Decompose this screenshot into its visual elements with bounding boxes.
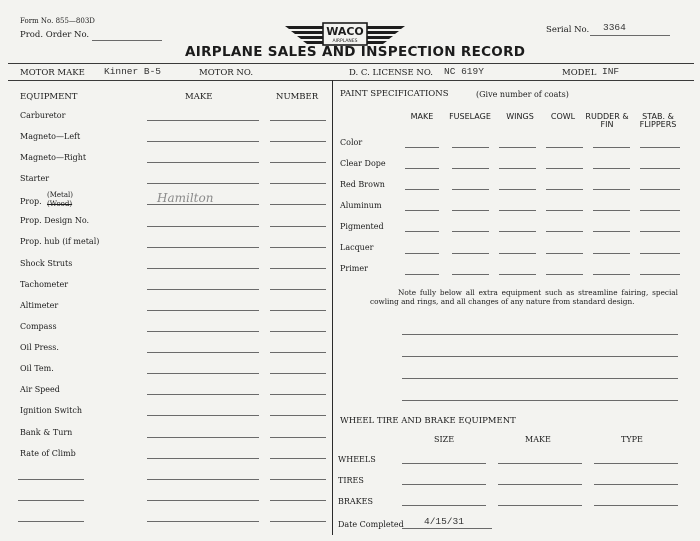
equipment-make-field[interactable] bbox=[147, 437, 259, 438]
equip-label-oil-tem: Oil Tem. bbox=[20, 364, 54, 373]
equip-label-starter: Starter bbox=[20, 174, 50, 183]
paint-cell-field[interactable] bbox=[499, 253, 536, 254]
equipment-make-field[interactable] bbox=[147, 247, 259, 248]
wheel-size-field[interactable] bbox=[402, 463, 486, 464]
wheel-type-field[interactable] bbox=[594, 505, 678, 506]
paint-cell-field[interactable] bbox=[593, 210, 630, 211]
equipment-number-field[interactable] bbox=[270, 289, 326, 290]
logo-subtext: AIRPLANES bbox=[332, 39, 358, 44]
paint-cell-field[interactable] bbox=[640, 147, 680, 148]
paint-cell-field[interactable] bbox=[593, 147, 630, 148]
paint-cell-field[interactable] bbox=[405, 168, 439, 169]
paint-cell-field[interactable] bbox=[452, 189, 489, 190]
equip-label-shock-struts: Shock Struts bbox=[20, 259, 73, 268]
note-line-field[interactable] bbox=[402, 378, 678, 379]
equipment-number-field[interactable] bbox=[270, 331, 326, 332]
wheel-make-field[interactable] bbox=[498, 463, 582, 464]
motor-make-value: Kinner B-5 bbox=[104, 66, 162, 77]
equipment-make-field[interactable] bbox=[147, 500, 259, 501]
serial-field[interactable] bbox=[590, 35, 670, 36]
license-label: D. C. LICENSE NO. bbox=[349, 68, 434, 78]
paint-col-cowl: COWL bbox=[550, 112, 576, 121]
equipment-number-field[interactable] bbox=[270, 521, 326, 522]
equipment-number-field[interactable] bbox=[270, 479, 326, 480]
paint-cell-field[interactable] bbox=[499, 147, 536, 148]
wheel-col-make: MAKE bbox=[525, 435, 551, 444]
paint-col-make: MAKE bbox=[410, 112, 434, 121]
equipment-make-field[interactable] bbox=[147, 226, 259, 227]
equipment-number-field[interactable] bbox=[270, 247, 326, 248]
equipment-make-field[interactable] bbox=[147, 204, 259, 205]
equipment-extra-field[interactable] bbox=[18, 500, 84, 501]
motor-make-label: MOTOR MAKE bbox=[20, 68, 85, 78]
equipment-make-field[interactable] bbox=[147, 183, 259, 184]
paint-row-lacquer: Lacquer bbox=[340, 243, 374, 252]
paint-row-pigmented: Pigmented bbox=[340, 222, 384, 231]
wheel-row-wheels: WHEELS bbox=[338, 455, 376, 464]
paint-cell-field[interactable] bbox=[593, 274, 630, 275]
prop-wood-label: (Wood) bbox=[47, 200, 73, 208]
equipment-make-field[interactable] bbox=[147, 373, 259, 374]
equipment-make-header: MAKE bbox=[185, 92, 213, 102]
extra-equipment-note: Note fully below all extra equipment such as streamline fairing, special cowling and rings, and all changes of any nature from standard design. bbox=[370, 288, 678, 306]
equipment-make-field[interactable] bbox=[147, 458, 259, 459]
equipment-number-field[interactable] bbox=[270, 268, 326, 269]
wheel-make-field[interactable] bbox=[498, 505, 582, 506]
wheel-row-brakes: BRAKES bbox=[338, 497, 373, 506]
paint-cell-field[interactable] bbox=[452, 147, 489, 148]
equipment-make-field[interactable] bbox=[147, 310, 259, 311]
wheel-make-field[interactable] bbox=[498, 484, 582, 485]
paint-cell-field[interactable] bbox=[452, 231, 489, 232]
equipment-number-field[interactable] bbox=[270, 415, 326, 416]
paint-cell-field[interactable] bbox=[405, 210, 439, 211]
equipment-number-field[interactable] bbox=[270, 310, 326, 311]
paint-cell-field[interactable] bbox=[405, 189, 439, 190]
paint-cell-field[interactable] bbox=[499, 168, 536, 169]
equipment-make-field[interactable] bbox=[147, 352, 259, 353]
equipment-header: EQUIPMENT bbox=[20, 92, 78, 102]
paint-row-color: Color bbox=[340, 138, 363, 147]
paint-cell-field[interactable] bbox=[405, 253, 439, 254]
paint-subheading: (Give number of coats) bbox=[476, 90, 569, 99]
paint-cell-field[interactable] bbox=[546, 147, 583, 148]
license-value: NC 619Y bbox=[444, 66, 484, 77]
paint-cell-field[interactable] bbox=[499, 231, 536, 232]
equipment-number-field[interactable] bbox=[270, 373, 326, 374]
prod-order-label: Prod. Order No. bbox=[20, 30, 90, 40]
paint-cell-field[interactable] bbox=[452, 253, 489, 254]
wheel-col-type: TYPE bbox=[621, 435, 643, 444]
equip-label-rate-of-climb: Rate of Climb bbox=[20, 449, 76, 458]
serial-label: Serial No. bbox=[546, 25, 590, 35]
wheel-type-field[interactable] bbox=[594, 484, 678, 485]
equipment-number-field[interactable] bbox=[270, 183, 326, 184]
equipment-extra-field[interactable] bbox=[18, 479, 84, 480]
paint-cell-field[interactable] bbox=[405, 147, 439, 148]
paint-cell-field[interactable] bbox=[546, 168, 583, 169]
equipment-make-field[interactable] bbox=[147, 521, 259, 522]
equipment-number-field[interactable] bbox=[270, 141, 326, 142]
paint-row-red-brown: Red Brown bbox=[340, 180, 385, 189]
equipment-make-field[interactable] bbox=[147, 479, 259, 480]
paint-cell-field[interactable] bbox=[546, 189, 583, 190]
form-number: Form No. 855—803D bbox=[20, 17, 95, 25]
paint-cell-field[interactable] bbox=[593, 231, 630, 232]
paint-col-rudder-fin: RUDDER & FIN bbox=[585, 112, 629, 129]
equipment-extra-field[interactable] bbox=[18, 521, 84, 522]
wheel-size-field[interactable] bbox=[402, 505, 486, 506]
paint-cell-field[interactable] bbox=[546, 253, 583, 254]
paint-cell-field[interactable] bbox=[546, 274, 583, 275]
paint-cell-field[interactable] bbox=[499, 210, 536, 211]
paint-cell-field[interactable] bbox=[452, 274, 489, 275]
paint-cell-field[interactable] bbox=[452, 210, 489, 211]
equip-label-compass: Compass bbox=[20, 322, 57, 331]
wheel-type-field[interactable] bbox=[594, 463, 678, 464]
equipment-make-field[interactable] bbox=[147, 162, 259, 163]
prop-metal-label: (Metal) bbox=[47, 191, 73, 199]
model-value: INF bbox=[602, 66, 620, 77]
equipment-number-field[interactable] bbox=[270, 204, 326, 205]
equip-label-tachometer: Tachometer bbox=[20, 280, 69, 289]
paint-row-primer: Primer bbox=[340, 264, 368, 273]
serial-value: 3364 bbox=[603, 22, 626, 33]
logo-text: WACO bbox=[326, 25, 364, 38]
equipment-make-field[interactable] bbox=[147, 331, 259, 332]
equipment-make-field[interactable] bbox=[147, 141, 259, 142]
paint-col-wings: WINGS bbox=[506, 112, 534, 121]
paint-cell-field[interactable] bbox=[452, 168, 489, 169]
equipment-number-field[interactable] bbox=[270, 500, 326, 501]
equip-label-ignition-switch: Ignition Switch bbox=[20, 406, 83, 415]
wheel-size-field[interactable] bbox=[402, 484, 486, 485]
equipment-make-field[interactable] bbox=[147, 415, 259, 416]
paint-cell-field[interactable] bbox=[593, 189, 630, 190]
paint-cell-field[interactable] bbox=[593, 253, 630, 254]
motor-no-label: MOTOR NO. bbox=[199, 68, 254, 78]
equipment-number-field[interactable] bbox=[270, 120, 326, 121]
equipment-make-field[interactable] bbox=[147, 120, 259, 121]
wheel-col-size: SIZE bbox=[434, 435, 455, 444]
equip-label-magneto-left: Magneto—Left bbox=[20, 132, 81, 141]
paint-cell-field[interactable] bbox=[640, 231, 680, 232]
paint-cell-field[interactable] bbox=[640, 274, 680, 275]
equipment-number-field[interactable] bbox=[270, 162, 326, 163]
paint-cell-field[interactable] bbox=[405, 274, 439, 275]
date-completed-label: Date Completed bbox=[338, 520, 404, 529]
paint-cell-field[interactable] bbox=[405, 231, 439, 232]
paint-cell-field[interactable] bbox=[593, 168, 630, 169]
paint-cell-field[interactable] bbox=[546, 231, 583, 232]
prop-make-handwritten: Hamilton bbox=[157, 191, 214, 205]
paint-cell-field[interactable] bbox=[640, 210, 680, 211]
note-line-field[interactable] bbox=[402, 400, 678, 401]
equip-label-altimeter: Altimeter bbox=[20, 301, 59, 310]
center-divider bbox=[332, 80, 333, 535]
equipment-number-field[interactable] bbox=[270, 226, 326, 227]
equipment-number-field[interactable] bbox=[270, 437, 326, 438]
equip-label-prop: Prop. bbox=[20, 197, 42, 206]
equipment-number-field[interactable] bbox=[270, 458, 326, 459]
paint-col-fuselage: FUSELAGE bbox=[449, 112, 491, 121]
paint-cell-field[interactable] bbox=[640, 253, 680, 254]
equipment-number-header: NUMBER bbox=[276, 92, 319, 102]
equip-label-prop-hub: Prop. hub (if metal) bbox=[20, 237, 100, 246]
paint-cell-field[interactable] bbox=[546, 210, 583, 211]
form-title: AIRPLANE SALES AND INSPECTION RECORD bbox=[185, 44, 526, 60]
note-line-field[interactable] bbox=[402, 334, 678, 335]
paint-cell-field[interactable] bbox=[499, 189, 536, 190]
equipment-number-field[interactable] bbox=[270, 394, 326, 395]
note-line-field[interactable] bbox=[402, 356, 678, 357]
motor-row-rule bbox=[8, 80, 694, 81]
paint-col-stab-flippers: STAB. & FLIPPERS bbox=[639, 112, 677, 129]
equipment-make-field[interactable] bbox=[147, 394, 259, 395]
wheel-row-tires: TIRES bbox=[338, 476, 364, 485]
equip-label-magneto-right: Magneto—Right bbox=[20, 153, 87, 162]
equipment-make-field[interactable] bbox=[147, 289, 259, 290]
paint-cell-field[interactable] bbox=[640, 168, 680, 169]
date-completed-field[interactable] bbox=[402, 528, 492, 529]
wheel-heading: WHEEL TIRE AND BRAKE EQUIPMENT bbox=[340, 416, 516, 426]
equipment-number-field[interactable] bbox=[270, 352, 326, 353]
equip-label-prop-design: Prop. Design No. bbox=[20, 216, 90, 225]
date-completed-value: 4/15/31 bbox=[424, 516, 464, 527]
equip-label-oil-press: Oil Press. bbox=[20, 343, 59, 352]
model-label: MODEL bbox=[562, 68, 597, 78]
paint-row-aluminum: Aluminum bbox=[340, 201, 382, 210]
top-rule bbox=[8, 63, 694, 64]
equipment-make-field[interactable] bbox=[147, 268, 259, 269]
equip-label-carburetor: Carburetor bbox=[20, 111, 66, 120]
equip-label-bank-turn: Bank & Turn bbox=[20, 428, 73, 437]
paint-row-clear-dope: Clear Dope bbox=[340, 159, 386, 168]
paint-cell-field[interactable] bbox=[640, 189, 680, 190]
paint-cell-field[interactable] bbox=[499, 274, 536, 275]
prod-order-field[interactable] bbox=[92, 40, 162, 41]
paint-heading: PAINT SPECIFICATIONS bbox=[340, 89, 449, 99]
equip-label-air-speed: Air Speed bbox=[20, 385, 60, 394]
